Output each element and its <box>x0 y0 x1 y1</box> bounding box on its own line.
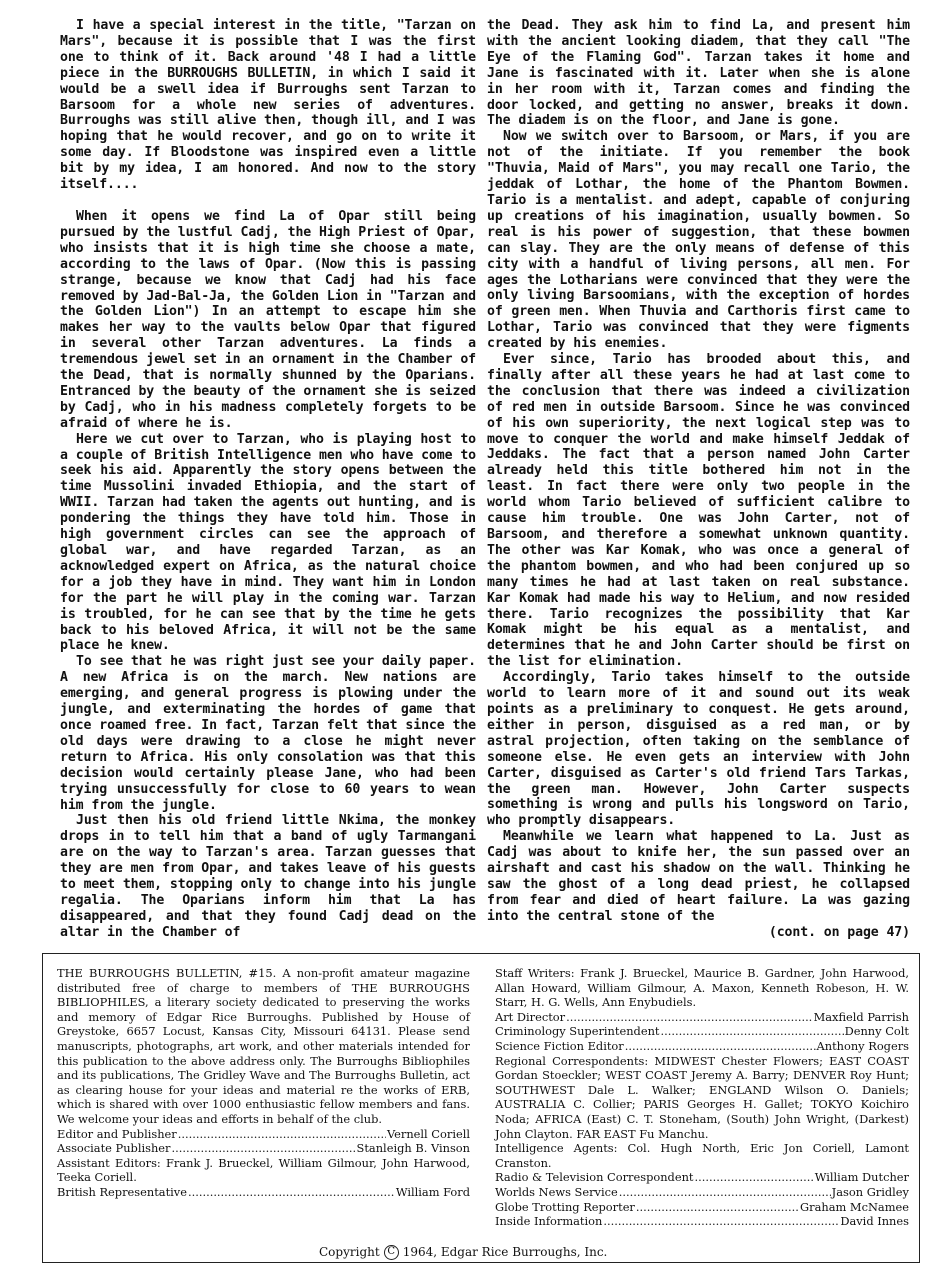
article-paragraph: Here we cut over to Tarzan, who is playing host to a couple of British Intelligence men who have come to seek his aid. Apparently the story opens between the time Mussolini invaded Ethiopia, and the start of WWII. Tarzan had taken the agents out hunting, and is pondering the things they have told him. Those in high government circles can see the approach of global war, and have regarded Tarzan, as an acknowledged expert on Africa, as the natural choice for a job they have in mind. They want him in London for the part he will play in the coming war. Tarzan is troubled, for he can see that by the time he gets back to his beloved Africa, it will not be the same place he knew. <box>60 431 476 654</box>
editor-value: Vernell Coriell <box>386 1126 470 1141</box>
scifi-line <box>495 1039 909 1054</box>
leader-dots <box>178 1127 386 1142</box>
globe-value: Graham McNamee <box>800 1199 909 1214</box>
copyright-icon: C <box>384 1245 399 1260</box>
right-article-column <box>487 18 910 941</box>
british-label: British Representative <box>57 1184 187 1199</box>
leader-dots <box>603 1214 839 1229</box>
assistant-editors: Assistant Editors: Frank J. Brueckel, William Gilmour, John Harwood, Teeka Coriell. <box>57 1155 470 1185</box>
leader-dots <box>188 1185 395 1200</box>
british-line <box>57 1185 470 1200</box>
leader-dots <box>619 1185 831 1200</box>
radio-line <box>495 1170 909 1185</box>
crime-value: Denny Colt <box>844 1024 909 1039</box>
left-article-column <box>60 18 476 941</box>
worlds-line <box>495 1185 909 1200</box>
associate-label: Associate Publisher <box>57 1141 171 1156</box>
leader-dots <box>661 1024 844 1039</box>
article-paragraph: Just then his old friend little Nkima, the monkey drops in to tell him that a band of ugly Tarmangani are on the way to Tarzan's area. Tarzan guesses that they are men from Opar, and takes leave of his guests to meet them, stopping only to change into his jungle regalia. The Oparians inform him that La has disappeared, and that they found Cadj dead on the altar in the Chamber of <box>60 813 476 940</box>
associate-value: Stanleigh B. Vinson <box>356 1141 470 1156</box>
copyright-text: 1964, Edgar Rice Burroughs, Inc. <box>402 1245 608 1259</box>
scifi-label: Science Fiction Editor <box>495 1038 624 1053</box>
worlds-label: Worlds News Service <box>495 1184 618 1199</box>
masthead-left-column <box>57 966 470 1200</box>
editor-label: Editor and Publisher <box>57 1126 177 1141</box>
inside-label: Inside Information <box>495 1214 603 1229</box>
british-value: William Ford <box>395 1184 470 1199</box>
leader-dots <box>171 1141 355 1156</box>
staff-writers: Staff Writers: Frank J. Brueckel, Maurice B. Gardner, John Harwood, Allan Howard, William Gilmour, A. Maxon, Kenneth Robeson, H. W. Starr, H. G. Wells, Ann Enybudiels. <box>495 966 909 1010</box>
leader-dots <box>625 1039 816 1054</box>
leader-dots <box>695 1170 814 1185</box>
regional-correspondents: Regional Correspondents: MIDWEST Chester Flowers; EAST COAST Gordan Stoeckler; WEST COAST Jeremy A. Barry; DENVER Roy Hunt; SOUTHWEST Dale L. Walker; ENGLAND Wilson O. Daniels; AUSTRALIA C. Collier; PARIS Georges H. Gallet; TOKYO Koichiro Noda; AFRICA (East) C. T. Stoneham, (South) John Wright, (Darkest) John Clayton. FAR EAST Fu Manchu. <box>495 1053 909 1141</box>
copyright-prefix: Copyright <box>319 1245 380 1259</box>
worlds-value: Jason Gridley <box>831 1184 909 1199</box>
scifi-value: Anthony Rogers <box>816 1038 909 1053</box>
article-paragraph: Ever since, Tario has brooded about this, and finally after all these years he had at last come to the conclusion that there was indeed a civilization of red men in outside Barsoom. Since he was convinced of his own superiority, the next logical step was to move to conquer the world and make himself Jeddak of Jeddaks. The fact that a person named John Carter already held this title bothered him not in the least. In fact there were only two people in the world whom Tario believed of sufficient calibre to cause him trouble. One was John Carter, not of Barsoom, and therefore a somewhat unknown quantity. The other was Kar Komak, who was once a general of the phantom bowmen, and who had been conjured up so many times he had at last taken on real substance. Kar Komak had made his way to Helium, and now resided there. Tario recognizes the possibility that Kar Komak might be his equal as a mentalist, and determines that he and John Carter should be first on the list for elimination. <box>487 352 910 670</box>
leader-dots <box>566 1010 812 1025</box>
crime-line <box>495 1024 909 1039</box>
masthead-intro: THE BURROUGHS BULLETIN, #15. A non-profit amateur magazine distributed free of charge to members of THE BURROUGHS BIBLIOPHILES, a literary society dedicated to preserving the works and memory of Edgar Rice Burroughs. Published by House of Greystoke, 6657 Locust, Kansas City, Missouri 64131. Please send manuscripts, photographs, art work, and other materials intended for this publication to the above address only. The Burroughs Bibliophiles and its publications, The Gridley Wave and The Burroughs Bulletin, act as clearing house for your ideas and material re the works of ERB, which is shared with over 1000 enthusiastic fellow members and fans. We welcome your ideas and efforts in behalf of the club. <box>57 966 470 1126</box>
article-paragraph: Meanwhile we learn what happened to La. Just as Cadj was about to knife her, the sun passed over an airshaft and cast his shadow on the wall. Thinking he saw the ghost of a long dead priest, he collapsed from fear and died of heart failure. La was gazing into the central stone of the <box>487 829 910 924</box>
associate-line <box>57 1141 470 1156</box>
article-paragraph: When it opens we find La of Opar still being pursued by the lustful Cadj, the High Priest of Opar, who insists that it is high time she choose a mate, according to the laws of Opar. (Now this is passing strange, because we know that Cadj had his face removed by Jad-Bal-Ja, the Golden Lion in "Tarzan and the Golden Lion") In an attempt to escape him she makes her way to the vaults below Opar that figured in several other Tarzan adventures. La finds a tremendous jewel set in an ornament in the Chamber of the Dead, that is normally shunned by the Oparians. Entranced by the beauty of the ornament she is seized by Cadj, who in his madness completely forgets to be afraid of where he is. <box>60 208 476 431</box>
article-paragraph: the Dead. They ask him to find La, and present him with the ancient looking diadem, that they call "The Eye of the Flaming God". Tarzan takes it home and Jane is fascinated with it. Later when she is alone in her room with it, Tarzan comes and finding the door locked, and getting no answer, breaks it down. The diadem is on the floor, and Jane is gone. <box>487 18 910 129</box>
art-line <box>495 1010 909 1025</box>
article-paragraph: Accordingly, Tario takes himself to the outside world to learn more of it and sound out its weak points as a preliminary to conquest. He gets around, either in person, disguised as a red man, or by astral projection, often taking on the semblance of someone else. He even gets an interview with John Carter, disguised as Carter's old friend Tars Tarkas, the green man. However, John Carter suspects something is wrong and pulls his longsword on Tario, who promptly disappears. <box>487 670 910 829</box>
article-paragraph: Now we switch over to Barsoom, or Mars, if you are not of the initiate. If you remember the book "Thuvia, Maid of Mars", you may recall one Tario, the jeddak of Lothar, the home of the Phantom Bowmen. Tario is a mentalist. and adept, capable of conjuring up creations of his imagination, usually bowmen. So real is his power of suggestion, that these bowmen can slay. They are the only means of defense of this city with a handful of living persons, all men. For ages the Lotharians were convinced that they were the only living Barsoomians, with the exception of hordes of green men. When Thuvia and Carthoris first came to Lothar, Tario was convinced that they were figments created by his enemies. <box>487 129 910 352</box>
intelligence-agents: Intelligence Agents: Col. Hugh North, Eric Jon Coriell, Lamont Cranston. <box>495 1141 909 1170</box>
continued-note: (cont. on page 47) <box>768 924 910 940</box>
inside-value: David Innes <box>840 1214 909 1229</box>
globe-line <box>495 1200 909 1215</box>
copyright-line <box>315 1244 611 1260</box>
inside-line <box>495 1214 909 1229</box>
crime-label: Criminology Superintendent <box>495 1024 660 1039</box>
art-label: Art Director <box>495 1009 566 1024</box>
globe-label: Globe Trotting Reporter <box>495 1199 635 1214</box>
leader-dots <box>636 1200 799 1215</box>
art-value: Maxfield Parrish <box>813 1009 909 1024</box>
masthead-box <box>42 953 920 1263</box>
radio-value: William Dutcher <box>814 1170 909 1185</box>
editor-line <box>57 1127 470 1142</box>
article-paragraph: To see that he was right just see your daily paper. A new Africa is on the march. New nations are emerging, and general progress is plowing under the jungle, and exterminating the hordes of game that once roamed free. In fact, Tarzan felt that since the old days were drawing to a close he might never return to Africa. His only consolation was that this decision would certainly please Jane, who had been trying unsuccessfully for close to 60 years to wean him from the jungle. <box>60 654 476 813</box>
masthead-right-column <box>495 966 909 1229</box>
article-paragraph: I have a special interest in the title, "Tarzan on Mars", because it is possible that I was the first one to think of it. Back around '48 I had a little piece in the BURROUGHS BULLETIN, in which I said it would be a swell idea if Burroughs sent Tarzan to Barsoom for a whole new series of adventures. Burroughs was still alive then, though ill, and I was hoping that he would recover, and go on to write it some day. If Bloodstone was inspired even a little bit by my idea, I am honored. And now to the story itself.... <box>60 18 476 193</box>
radio-label: Radio & Television Correspondent <box>495 1170 694 1185</box>
